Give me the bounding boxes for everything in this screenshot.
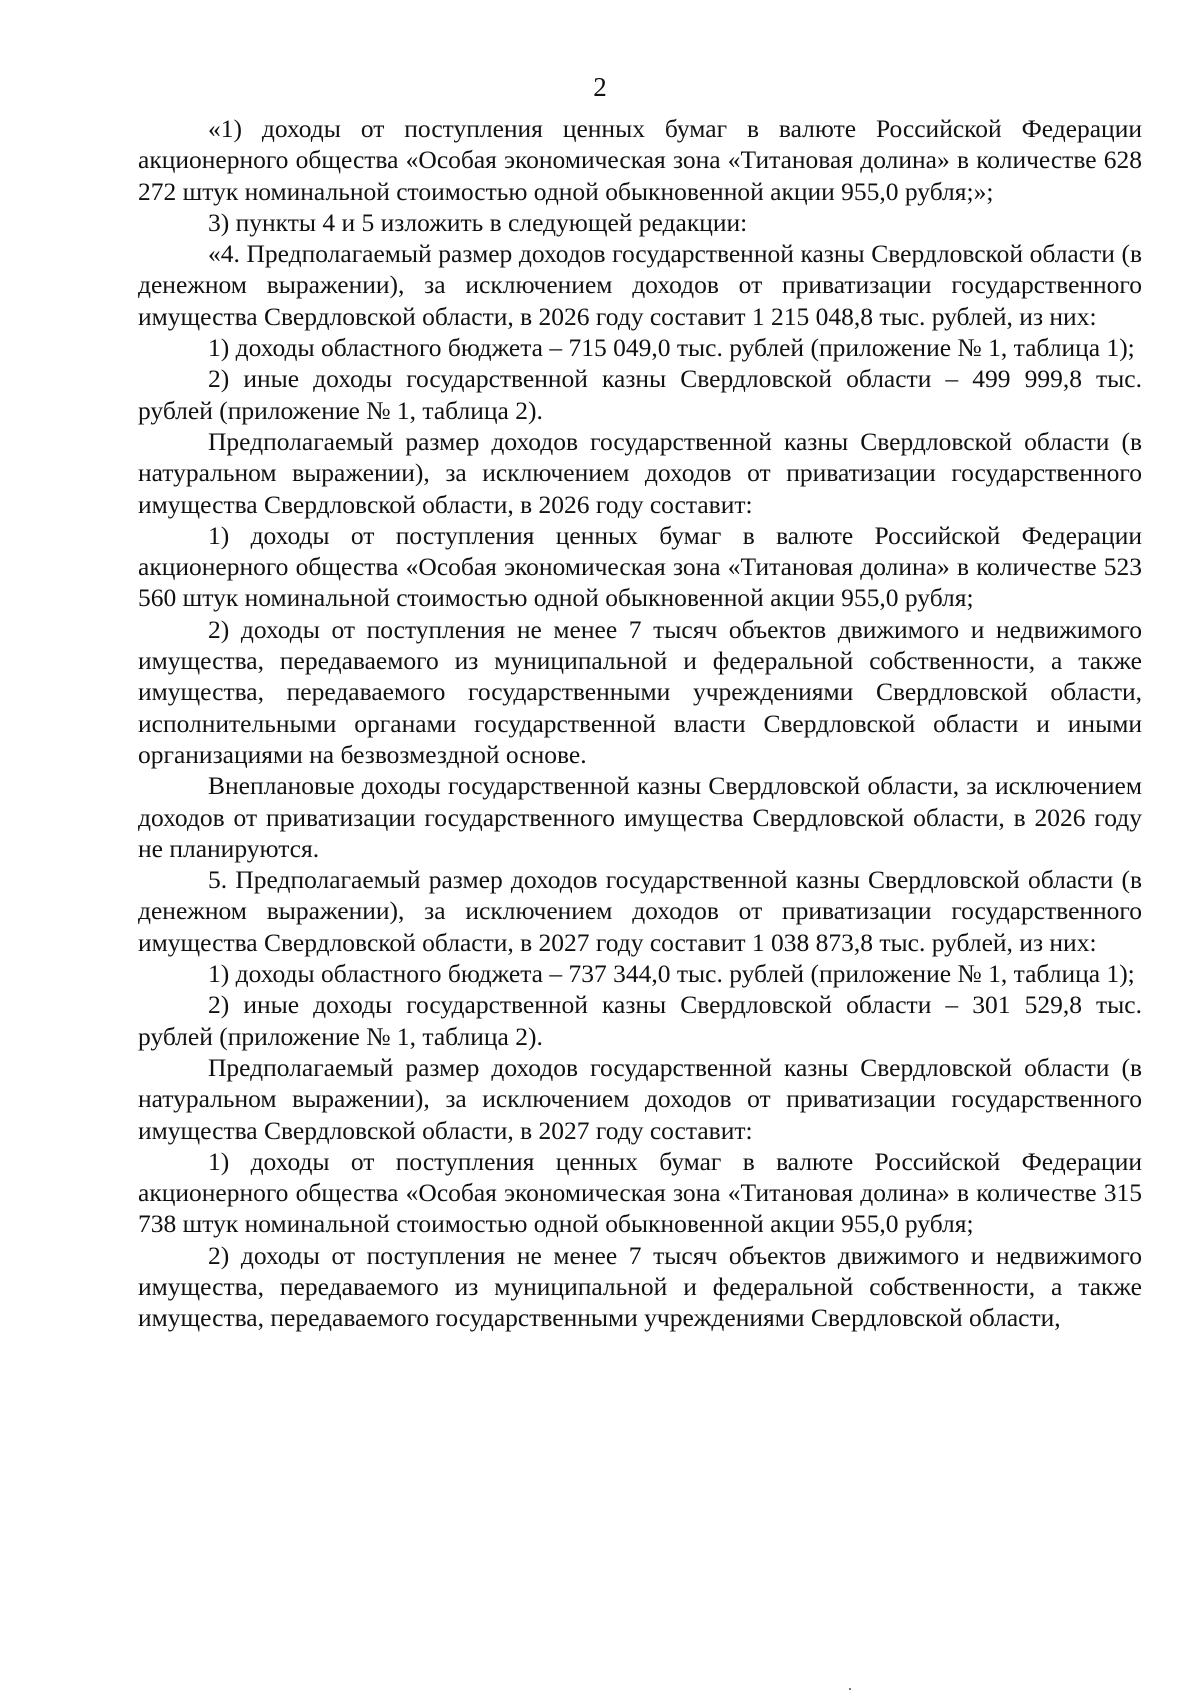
- paragraph-item-1-securities-2025: «1) доходы от поступления ценных бумаг в валюте Российской Федерации акционерного общества «Особая экономическая зона «Титановая долина» в количестве 628 272 штук номинальной стоимостью одной обыкновенной акции 955,0 рубля;»;: [138, 114, 1142, 206]
- paragraph-property-objects-2026: 2) доходы от поступления не менее 7 тысяч объектов движимого и недвижимого имущества, передаваемого из муниципальной и федеральной собственности, а также имущества, передаваемого государственными учреждениями Свердловской области, исполнительными органами государственной власти Свердловской области и иными организациями на безвозмездной основе.: [138, 614, 1142, 769]
- paragraph-other-income-2026: 2) иные доходы государственной казны Свердловской области – 499 999,8 тыс. рублей (приложение № 1, таблица 2).: [138, 364, 1142, 425]
- paragraph-property-objects-2027: 2) доходы от поступления не менее 7 тысяч объектов движимого и недвижимого имущества, передаваемого из муниципальной и федеральной собственности, а также имущества, передаваемого государственными учреждениями Свердловской области,: [138, 1240, 1142, 1333]
- paragraph-regional-budget-2027: 1) доходы областного бюджета – 737 344,0 тыс. рублей (приложение № 1, таблица 1);: [208, 959, 1135, 989]
- document-body: [138, 113, 1142, 1334]
- paragraph-securities-2027: 1) доходы от поступления ценных бумаг в валюте Российской Федерации акционерного общества «Особая экономическая зона «Титановая долина» в количестве 315 738 штук номинальной стоимостью одной обыкновенной акции 955,0 рубля;: [138, 1146, 1142, 1239]
- paragraph-securities-2026: 1) доходы от поступления ценных бумаг в валюте Российской Федерации акционерного общества «Особая экономическая зона «Титановая долина» в количестве 523 560 штук номинальной стоимостью одной обыкновенной акции 955,0 рубля;: [138, 520, 1142, 613]
- paragraph-point-4-monetary-2026: «4. Предполагаемый размер доходов государственной казны Свердловской области (в денежном выражении), за исключением доходов от приватизации государственного имущества Свердловской области, в 2026 году составит 1 215 048,8 тыс. рублей, из них:: [138, 239, 1142, 331]
- paragraph-other-income-2027: 2) иные доходы государственной казны Свердловской области – 301 529,8 тыс. рублей (приложение № 1, таблица 2).: [138, 990, 1142, 1051]
- paragraph-unplanned-income-2026: Внеплановые доходы государственной казны Свердловской области, за исключением доходов от приватизации государственного имущества Свердловской области, в 2026 году не планируются.: [138, 771, 1142, 863]
- scan-speck: [849, 1688, 851, 1690]
- paragraph-in-kind-2026: Предполагаемый размер доходов государственной казны Свердловской области (в натуральном выражении), за исключением доходов от приватизации государственного имущества Свердловской области, в 2026 году составит:: [138, 426, 1142, 519]
- paragraph-regional-budget-2026: 1) доходы областного бюджета – 715 049,0 тыс. рублей (приложение № 1, таблица 1);: [208, 333, 1135, 363]
- paragraph-point-5-monetary-2027: 5. Предполагаемый размер доходов государственной казны Свердловской области (в денежном выражении), за исключением доходов от приватизации государственного имущества Свердловской области, в 2027 году составит 1 038 873,8 тыс. рублей, из них:: [138, 865, 1142, 957]
- paragraph-amendment-points-4-5: 3) пункты 4 и 5 изложить в следующей редакции:: [208, 207, 748, 237]
- page-number: 2: [593, 72, 607, 102]
- paragraph-in-kind-2027: Предполагаемый размер доходов государственной казны Свердловской области (в натуральном выражении), за исключением доходов от приватизации государственного имущества Свердловской области, в 2027 году составит:: [138, 1052, 1142, 1145]
